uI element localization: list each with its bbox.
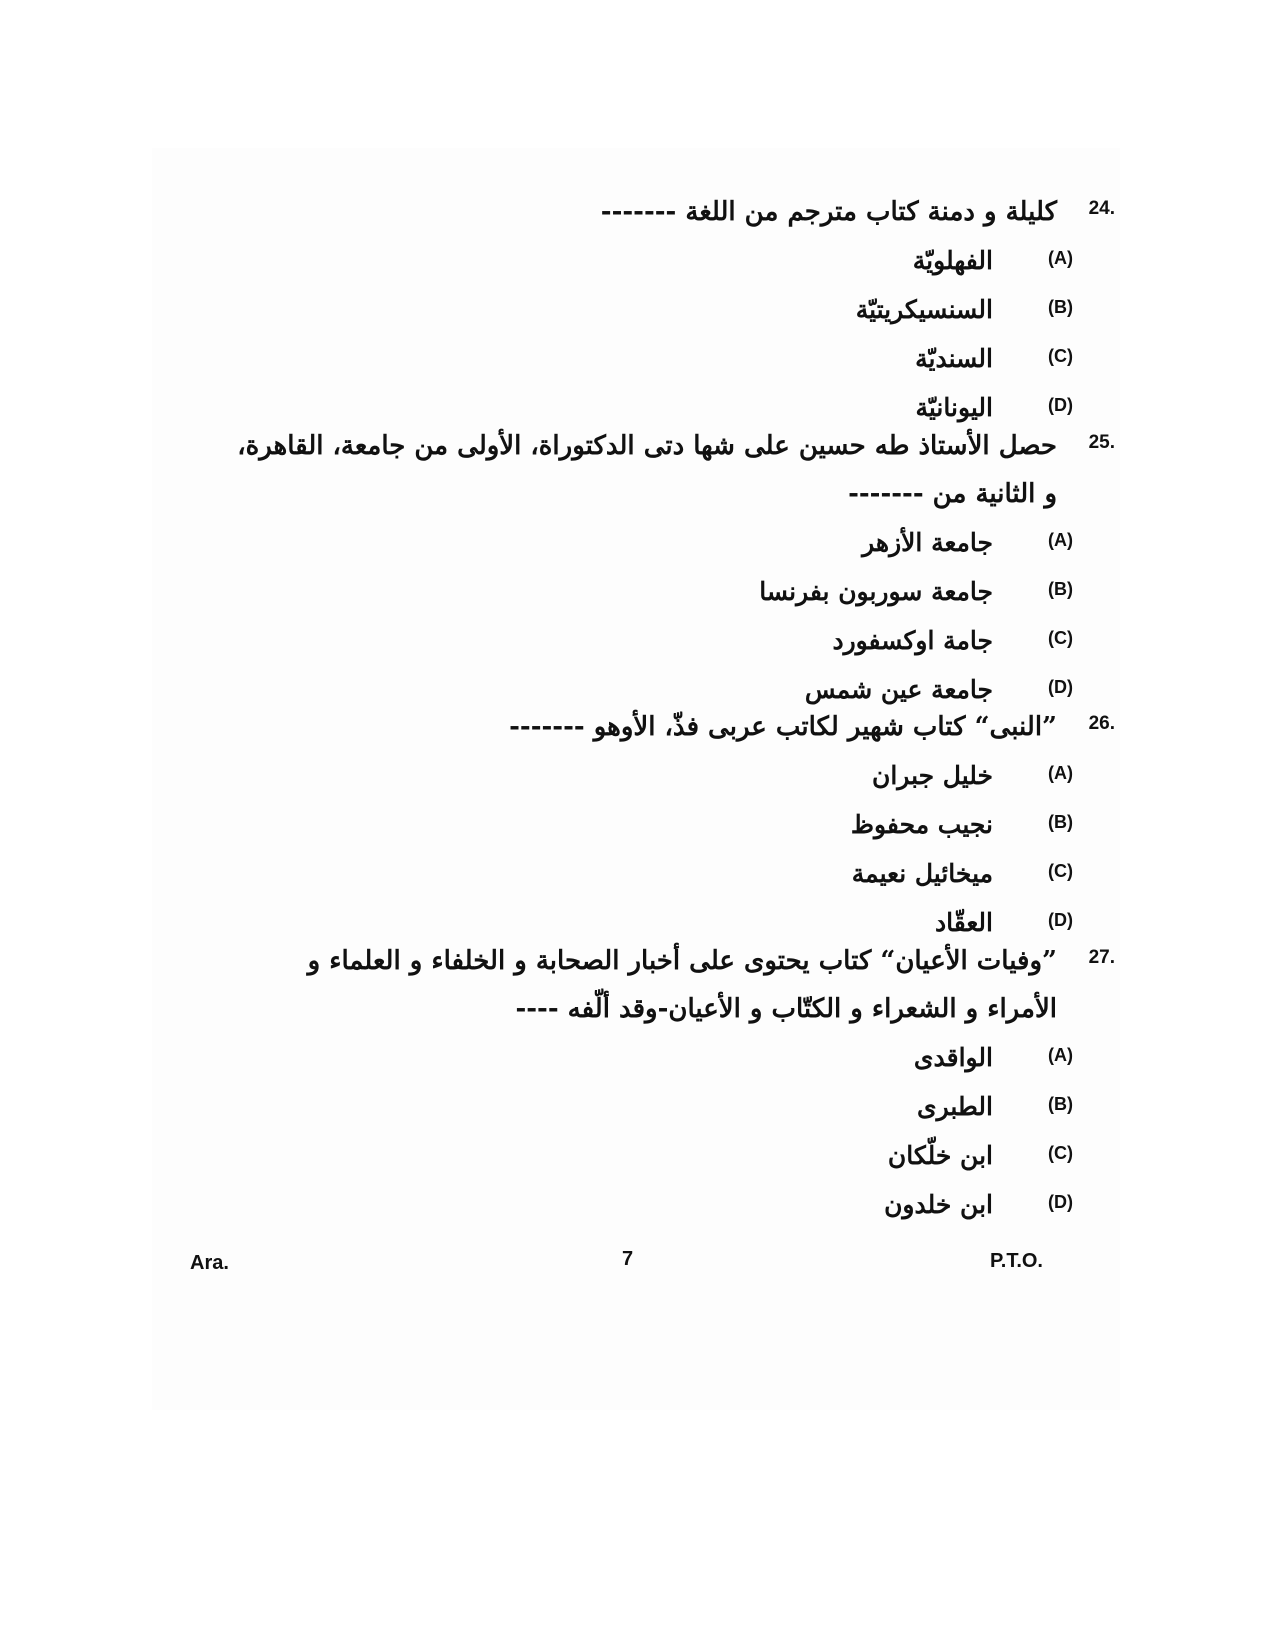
question-number: 26. xyxy=(1088,713,1115,734)
option-text: ميخائيل نعيمة xyxy=(851,859,993,888)
option-text: العقّاد xyxy=(934,908,993,937)
option-c xyxy=(157,334,1073,383)
footer-subject-code: Ara. xyxy=(190,1252,229,1274)
question-26 xyxy=(157,703,1115,947)
option-label: (A) xyxy=(1048,763,1073,783)
option-c xyxy=(157,849,1073,898)
question-number: 27. xyxy=(1088,947,1115,968)
option-text: اليونانيّة xyxy=(915,393,993,422)
option-text: ابن خلّكان xyxy=(887,1141,993,1170)
option-text: الفهلويّة xyxy=(912,246,993,275)
question-text: ”النبى“ كتاب شهير لكاتب عربى فذّ، الأوهو ‐‐‐‐‐‐‐ xyxy=(509,712,1057,742)
option-a xyxy=(157,236,1073,285)
footer-pto: P.T.O. xyxy=(990,1250,1043,1272)
option-label: (D) xyxy=(1048,910,1073,930)
option-label: (C) xyxy=(1048,1143,1073,1163)
option-c xyxy=(157,616,1073,665)
option-label: (A) xyxy=(1048,248,1073,268)
option-b xyxy=(157,285,1073,334)
option-label: (C) xyxy=(1048,628,1073,648)
option-text: جامعة الأزهر xyxy=(862,528,993,557)
option-label: (D) xyxy=(1048,1192,1073,1212)
question-27 xyxy=(157,937,1115,1229)
option-b xyxy=(157,1082,1073,1131)
option-label: (B) xyxy=(1048,579,1073,599)
option-b xyxy=(157,800,1073,849)
option-label: (B) xyxy=(1048,297,1073,317)
option-text: خليل جبران xyxy=(871,761,993,790)
question-25 xyxy=(157,422,1115,714)
option-a xyxy=(157,518,1073,567)
option-label: (B) xyxy=(1048,812,1073,832)
option-label: (A) xyxy=(1048,530,1073,550)
option-b xyxy=(157,567,1073,616)
option-text: الطبرى xyxy=(917,1092,993,1121)
option-label: (B) xyxy=(1048,1094,1073,1114)
question-text-continued: و الثانية من ‐‐‐‐‐‐‐ xyxy=(848,479,1057,509)
option-text: جامعة سوربون بفرنسا xyxy=(759,577,993,606)
option-label: (D) xyxy=(1048,677,1073,697)
question-text: كليلة و دمنة كتاب مترجم من اللغة ‐‐‐‐‐‐‐ xyxy=(600,197,1057,227)
question-text: ”وفيات الأعيان“ كتاب يحتوى على أخبار الصحابة و الخلفاء و العلماء و xyxy=(307,946,1057,976)
footer-page-number: 7 xyxy=(622,1248,634,1270)
option-text: السنديّة xyxy=(915,344,993,373)
option-c xyxy=(157,1131,1073,1180)
option-text: جامة اوكسفورد xyxy=(832,626,993,655)
option-text: السنسيكريتيّة xyxy=(855,295,993,324)
option-d xyxy=(157,1180,1073,1229)
option-a xyxy=(157,751,1073,800)
option-label: (C) xyxy=(1048,346,1073,366)
option-label: (D) xyxy=(1048,395,1073,415)
option-label: (A) xyxy=(1048,1045,1073,1065)
question-24 xyxy=(157,188,1115,432)
option-text: نجيب محفوظ xyxy=(850,810,993,839)
option-text: جامعة عين شمس xyxy=(804,675,993,704)
question-text: حصل الأستاذ طه حسين على شها دتى الدكتوراة، الأولى من جامعة، القاهرة، xyxy=(237,431,1057,461)
option-text: ابن خلدون xyxy=(884,1190,993,1219)
option-a xyxy=(157,1033,1073,1082)
question-text-continued: الأمراء و الشعراء و الكتّاب و الأعيان‐وقد ألّفه ‐‐‐‐ xyxy=(515,994,1057,1024)
question-number: 24. xyxy=(1088,198,1115,219)
option-text: الواقدى xyxy=(913,1043,993,1072)
question-number: 25. xyxy=(1088,432,1115,453)
option-label: (C) xyxy=(1048,861,1073,881)
